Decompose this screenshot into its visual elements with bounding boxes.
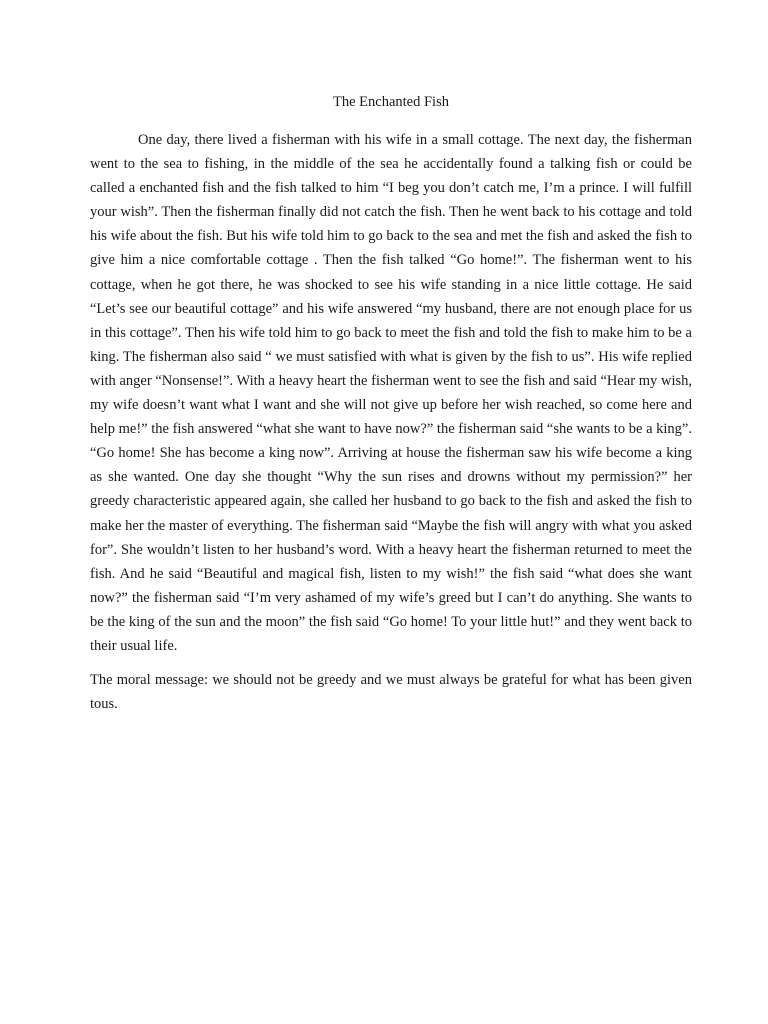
moral-paragraph: The moral message: we should not be greedy and we must always be grateful for what has been given tous. (90, 672, 692, 713)
document-title: The Enchanted Fish (333, 94, 449, 110)
story-paragraph: One day, there lived a fisherman with his wife in a small cottage. The next day, the fisherman went to the sea to fishing, in the middle of the sea he accidentally found a talking fish or could be called a enchanted fish and the fish talked to him “I beg you don’t catch me, I’m a prince. I will fulfill your wish”. Then the fisherman finally did not catch the fish. Then he went back to his cottage and told his wife about the fish. But his wife told him to go back to the sea and met the fish and asked the fish to give him a nice comfortable cottage . Then the fish talked “Go home!”. The fisherman went to his cottage, when he got there, he was shocked to see his wife standing in a nice little cottage. He said “Let’s see our beautiful cottage” and his wife answered “my husband, there are not enough place for us in this cottage”. Then his wife told him to go back to meet the fish and told the fish to make him to be a king. The fisherman also said “ we must satisfied with what is given by the fish to us”. His wife replied with anger “Nonsense!”. With a heavy heart the fisherman went to see the fish and said “Hear my wish, my wife doesn’t want what I want and she will not give up before her wish reached, so come here and help me!” the fish answered “what she want to have now?” the fisherman said “she wants to be a king”. “Go home! She has become a king now”. Arriving at house the fisherman saw his wife become a king as she wanted. One day she thought “Why the sun rises and drowns without my permission?” her greedy characteristic appeared again, she called her husband to go back to the fish and asked the fish to make her the master of everything. The fisherman said “Maybe the fish will angry with what you asked for”. She wouldn’t listen to her husband’s word. With a heavy heart the fisherman returned to meet the fish. And he said “Beautiful and magical fish, listen to my wish!” the fish said “what does she want now?” the fisherman said “I’m very ashamed of my wife’s greed but I can’t do anything. She wants to be the king of the sun and the moon” the fish said “Go home! To your little hut!” and they went back to their usual life. (90, 132, 692, 654)
document-page (90, 92, 692, 716)
